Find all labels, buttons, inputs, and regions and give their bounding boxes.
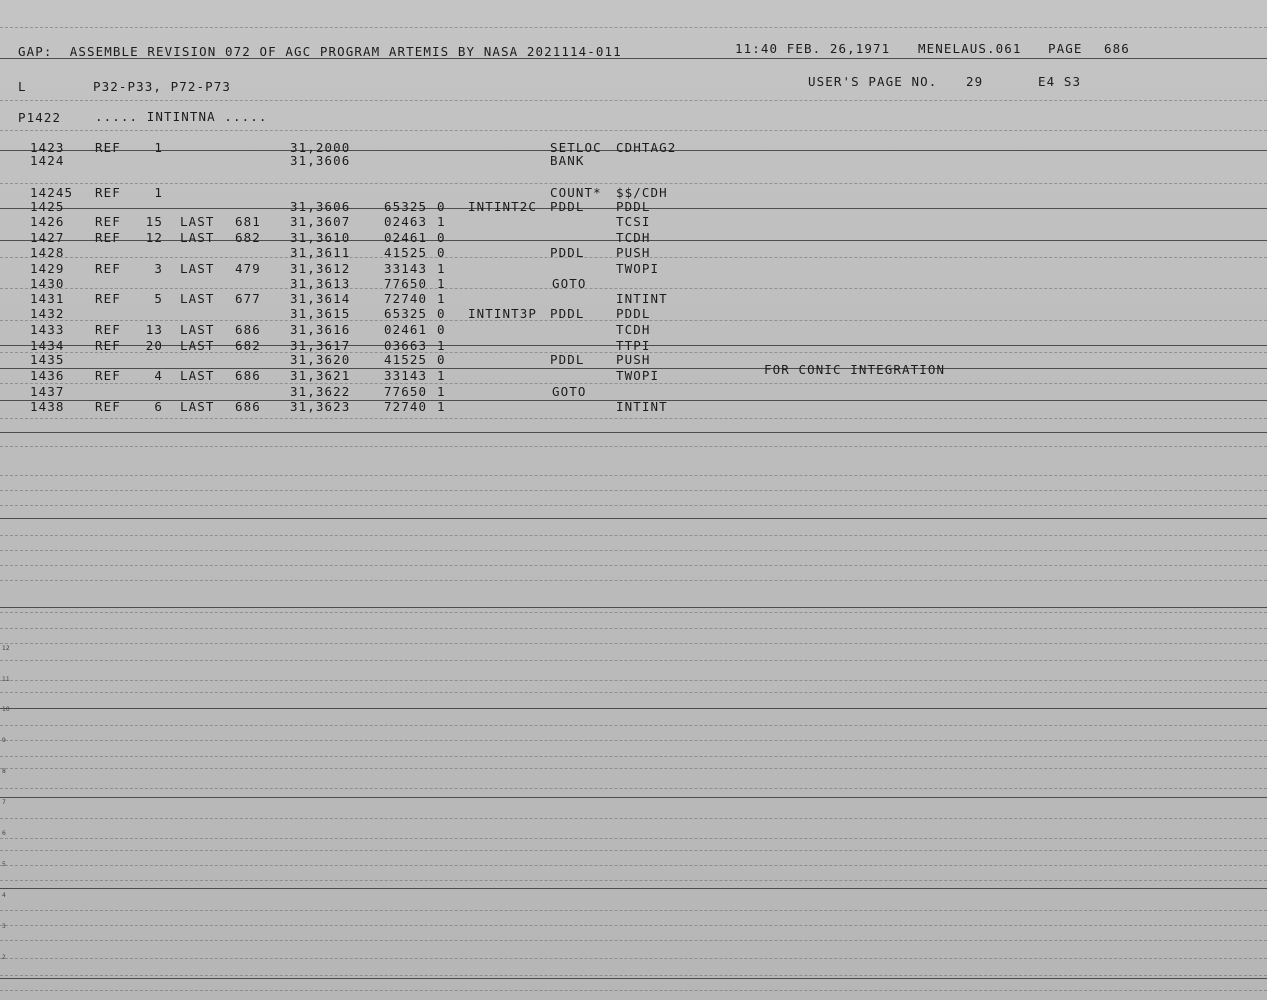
address: 31,3611 [290, 245, 351, 260]
last-page: 682 [235, 338, 261, 353]
ref-keyword: REF [95, 322, 121, 337]
operand: PUSH [616, 352, 651, 367]
line-number: 1424 [30, 153, 65, 168]
line-number: 1433 [30, 322, 65, 337]
line-number: 1434 [30, 338, 65, 353]
last-keyword: LAST [180, 338, 215, 353]
opcode: SETLOC [550, 140, 602, 155]
dashed-rule [0, 940, 1267, 941]
dashed-rule [0, 550, 1267, 551]
log-section-title: ..... INTINTNA ..... [95, 109, 268, 124]
dashed-rule [0, 910, 1267, 911]
line-number: 1436 [30, 368, 65, 383]
line-number: 1431 [30, 291, 65, 306]
operand: $$/CDH [616, 185, 668, 200]
ref-count: 12 [145, 230, 163, 245]
line-number: 1423 [30, 140, 65, 155]
dashed-rule [0, 850, 1267, 851]
parity-flag: 1 [437, 276, 446, 291]
last-keyword: LAST [180, 214, 215, 229]
last-keyword: LAST [180, 261, 215, 276]
dashed-rule [0, 788, 1267, 789]
section-title: P32-P33, P72-P73 [93, 79, 232, 94]
dashed-rule [0, 958, 1267, 959]
dashed-rule [0, 692, 1267, 693]
opcode: PDDL [550, 245, 585, 260]
parity-flag: 0 [437, 245, 446, 260]
opcode: PDDL [550, 306, 585, 321]
dashed-rule [0, 680, 1267, 681]
solid-rule [0, 518, 1267, 519]
last-page: 677 [235, 291, 261, 306]
operand: TWOPI [616, 261, 660, 276]
users-page-label: USER'S PAGE NO. [808, 74, 938, 89]
author-revision: MENELAUS.061 [918, 41, 1022, 56]
operand: INTINT [616, 399, 668, 414]
line-number: 1426 [30, 214, 65, 229]
dashed-rule [0, 100, 1267, 101]
address: 31,3607 [290, 214, 351, 229]
margin-tick: 7 [2, 799, 6, 806]
opcode: GOTO [552, 276, 587, 291]
address: 31,3606 [290, 199, 351, 214]
dashed-rule [0, 725, 1267, 726]
operand: TCDH [616, 322, 651, 337]
last-page: 686 [235, 399, 261, 414]
line-number: 1432 [30, 306, 65, 321]
address: 31,3622 [290, 384, 351, 399]
line-number: 1435 [30, 352, 65, 367]
operand: PDDL [616, 199, 651, 214]
operand: CDHTAG2 [616, 140, 677, 155]
dashed-rule [0, 880, 1267, 881]
ref-keyword: REF [95, 230, 121, 245]
log-marker: L [18, 79, 27, 94]
ref-keyword: REF [95, 338, 121, 353]
section-code: E4 S3 [1038, 74, 1082, 89]
octal-code: 02461 [384, 322, 428, 337]
parity-flag: 1 [437, 261, 446, 276]
margin-tick: 10 [2, 706, 10, 713]
opcode: BANK [550, 153, 585, 168]
dashed-rule [0, 130, 1267, 131]
margin-tick: 2 [2, 954, 6, 961]
dashed-rule [0, 475, 1267, 476]
ref-count: 4 [154, 368, 163, 383]
operand: PDDL [616, 306, 651, 321]
parity-flag: 0 [437, 352, 446, 367]
dashed-rule [0, 288, 1267, 289]
margin-tick: 4 [2, 892, 6, 899]
last-keyword: LAST [180, 368, 215, 383]
dashed-rule [0, 628, 1267, 629]
octal-code: 02461 [384, 230, 428, 245]
comment: FOR CONIC INTEGRATION [764, 362, 946, 377]
solid-rule [0, 797, 1267, 798]
ref-keyword: REF [95, 399, 121, 414]
parity-flag: 0 [437, 322, 446, 337]
dashed-rule [0, 418, 1267, 419]
ref-count: 20 [145, 338, 163, 353]
address: 31,3616 [290, 322, 351, 337]
octal-code: 72740 [384, 291, 428, 306]
line-number: 1430 [30, 276, 65, 291]
ref-keyword: REF [95, 368, 121, 383]
page-number: 686 [1104, 41, 1130, 56]
last-keyword: LAST [180, 399, 215, 414]
margin-tick: 9 [2, 737, 6, 744]
line-number: 1437 [30, 384, 65, 399]
solid-rule [0, 708, 1267, 709]
dashed-rule [0, 565, 1267, 566]
parity-flag: 1 [437, 214, 446, 229]
ref-count: 1 [154, 140, 163, 155]
address: 31,3617 [290, 338, 351, 353]
octal-code: 03663 [384, 338, 428, 353]
last-page: 479 [235, 261, 261, 276]
opcode: PDDL [550, 352, 585, 367]
last-page: 686 [235, 322, 261, 337]
dashed-rule [0, 865, 1267, 866]
octal-code: 02463 [384, 214, 428, 229]
margin-tick: 8 [2, 768, 6, 775]
margin-tick: 3 [2, 923, 6, 930]
opcode: COUNT* [550, 185, 602, 200]
parity-flag: 0 [437, 306, 446, 321]
dashed-rule [0, 660, 1267, 661]
last-page: 682 [235, 230, 261, 245]
address: 31,3623 [290, 399, 351, 414]
line-number: 1429 [30, 261, 65, 276]
ref-count: 1 [154, 185, 163, 200]
timestamp: 11:40 FEB. 26,1971 [735, 41, 891, 56]
parity-flag: 1 [437, 384, 446, 399]
parity-flag: 0 [437, 199, 446, 214]
dashed-rule [0, 183, 1267, 184]
log-section-id: P1422 [18, 110, 62, 125]
opcode: GOTO [552, 384, 587, 399]
dashed-rule [0, 756, 1267, 757]
octal-code: 77650 [384, 384, 428, 399]
address: 31,3615 [290, 306, 351, 321]
operand: TWOPI [616, 368, 660, 383]
octal-code: 65325 [384, 199, 428, 214]
octal-code: 77650 [384, 276, 428, 291]
dashed-rule [0, 27, 1267, 28]
ref-count: 6 [154, 399, 163, 414]
address: 31,3610 [290, 230, 351, 245]
octal-code: 33143 [384, 261, 428, 276]
dashed-rule [0, 740, 1267, 741]
last-page: 681 [235, 214, 261, 229]
last-keyword: LAST [180, 230, 215, 245]
dashed-rule [0, 612, 1267, 613]
ref-keyword: REF [95, 214, 121, 229]
ref-keyword: REF [95, 140, 121, 155]
operand: TCSI [616, 214, 651, 229]
parity-flag: 1 [437, 368, 446, 383]
parity-flag: 0 [437, 230, 446, 245]
solid-rule [0, 432, 1267, 433]
ref-count: 13 [145, 322, 163, 337]
operand: INTINT [616, 291, 668, 306]
dashed-rule [0, 383, 1267, 384]
label: INTINT3P [468, 306, 538, 321]
dashed-rule [0, 446, 1267, 447]
octal-code: 41525 [384, 245, 428, 260]
dashed-rule [0, 990, 1267, 991]
octal-code: 33143 [384, 368, 428, 383]
dashed-rule [0, 580, 1267, 581]
ref-count: 3 [154, 261, 163, 276]
ref-keyword: REF [95, 261, 121, 276]
solid-rule [0, 607, 1267, 608]
solid-rule [0, 978, 1267, 979]
ref-keyword: REF [95, 185, 121, 200]
ref-keyword: REF [95, 291, 121, 306]
address: 31,3620 [290, 352, 351, 367]
address: 31,3613 [290, 276, 351, 291]
margin-tick: 11 [2, 676, 10, 683]
octal-code: 72740 [384, 399, 428, 414]
page-label: PAGE [1048, 41, 1083, 56]
margin-tick: 6 [2, 830, 6, 837]
line-number: 14245 [30, 185, 74, 200]
line-number: 1438 [30, 399, 65, 414]
dashed-rule [0, 768, 1267, 769]
address: 31,3606 [290, 153, 351, 168]
address: 31,3621 [290, 368, 351, 383]
margin-tick: 5 [2, 861, 6, 868]
label: INTINT2C [468, 199, 538, 214]
operand: TCDH [616, 230, 651, 245]
parity-flag: 1 [437, 399, 446, 414]
solid-rule [0, 888, 1267, 889]
dashed-rule [0, 505, 1267, 506]
octal-code: 41525 [384, 352, 428, 367]
margin-tick: 12 [2, 645, 10, 652]
line-number: 1425 [30, 199, 65, 214]
ref-count: 5 [154, 291, 163, 306]
parity-flag: 1 [437, 338, 446, 353]
last-keyword: LAST [180, 322, 215, 337]
address: 31,3612 [290, 261, 351, 276]
dashed-rule [0, 490, 1267, 491]
parity-flag: 1 [437, 291, 446, 306]
operand: TTPI [616, 338, 651, 353]
dashed-rule [0, 818, 1267, 819]
line-number: 1428 [30, 245, 65, 260]
dashed-rule [0, 838, 1267, 839]
dashed-rule [0, 975, 1267, 976]
last-keyword: LAST [180, 291, 215, 306]
dashed-rule [0, 535, 1267, 536]
operand: PUSH [616, 245, 651, 260]
opcode: PDDL [550, 199, 585, 214]
dashed-rule [0, 643, 1267, 644]
address: 31,2000 [290, 140, 351, 155]
dashed-rule [0, 925, 1267, 926]
last-page: 686 [235, 368, 261, 383]
line-number: 1427 [30, 230, 65, 245]
address: 31,3614 [290, 291, 351, 306]
assembly-title: GAP: ASSEMBLE REVISION 072 OF AGC PROGRAM ARTEMIS BY NASA 2021114-011 [18, 44, 622, 59]
ref-count: 15 [145, 214, 163, 229]
octal-code: 65325 [384, 306, 428, 321]
users-page-number: 29 [966, 74, 984, 89]
